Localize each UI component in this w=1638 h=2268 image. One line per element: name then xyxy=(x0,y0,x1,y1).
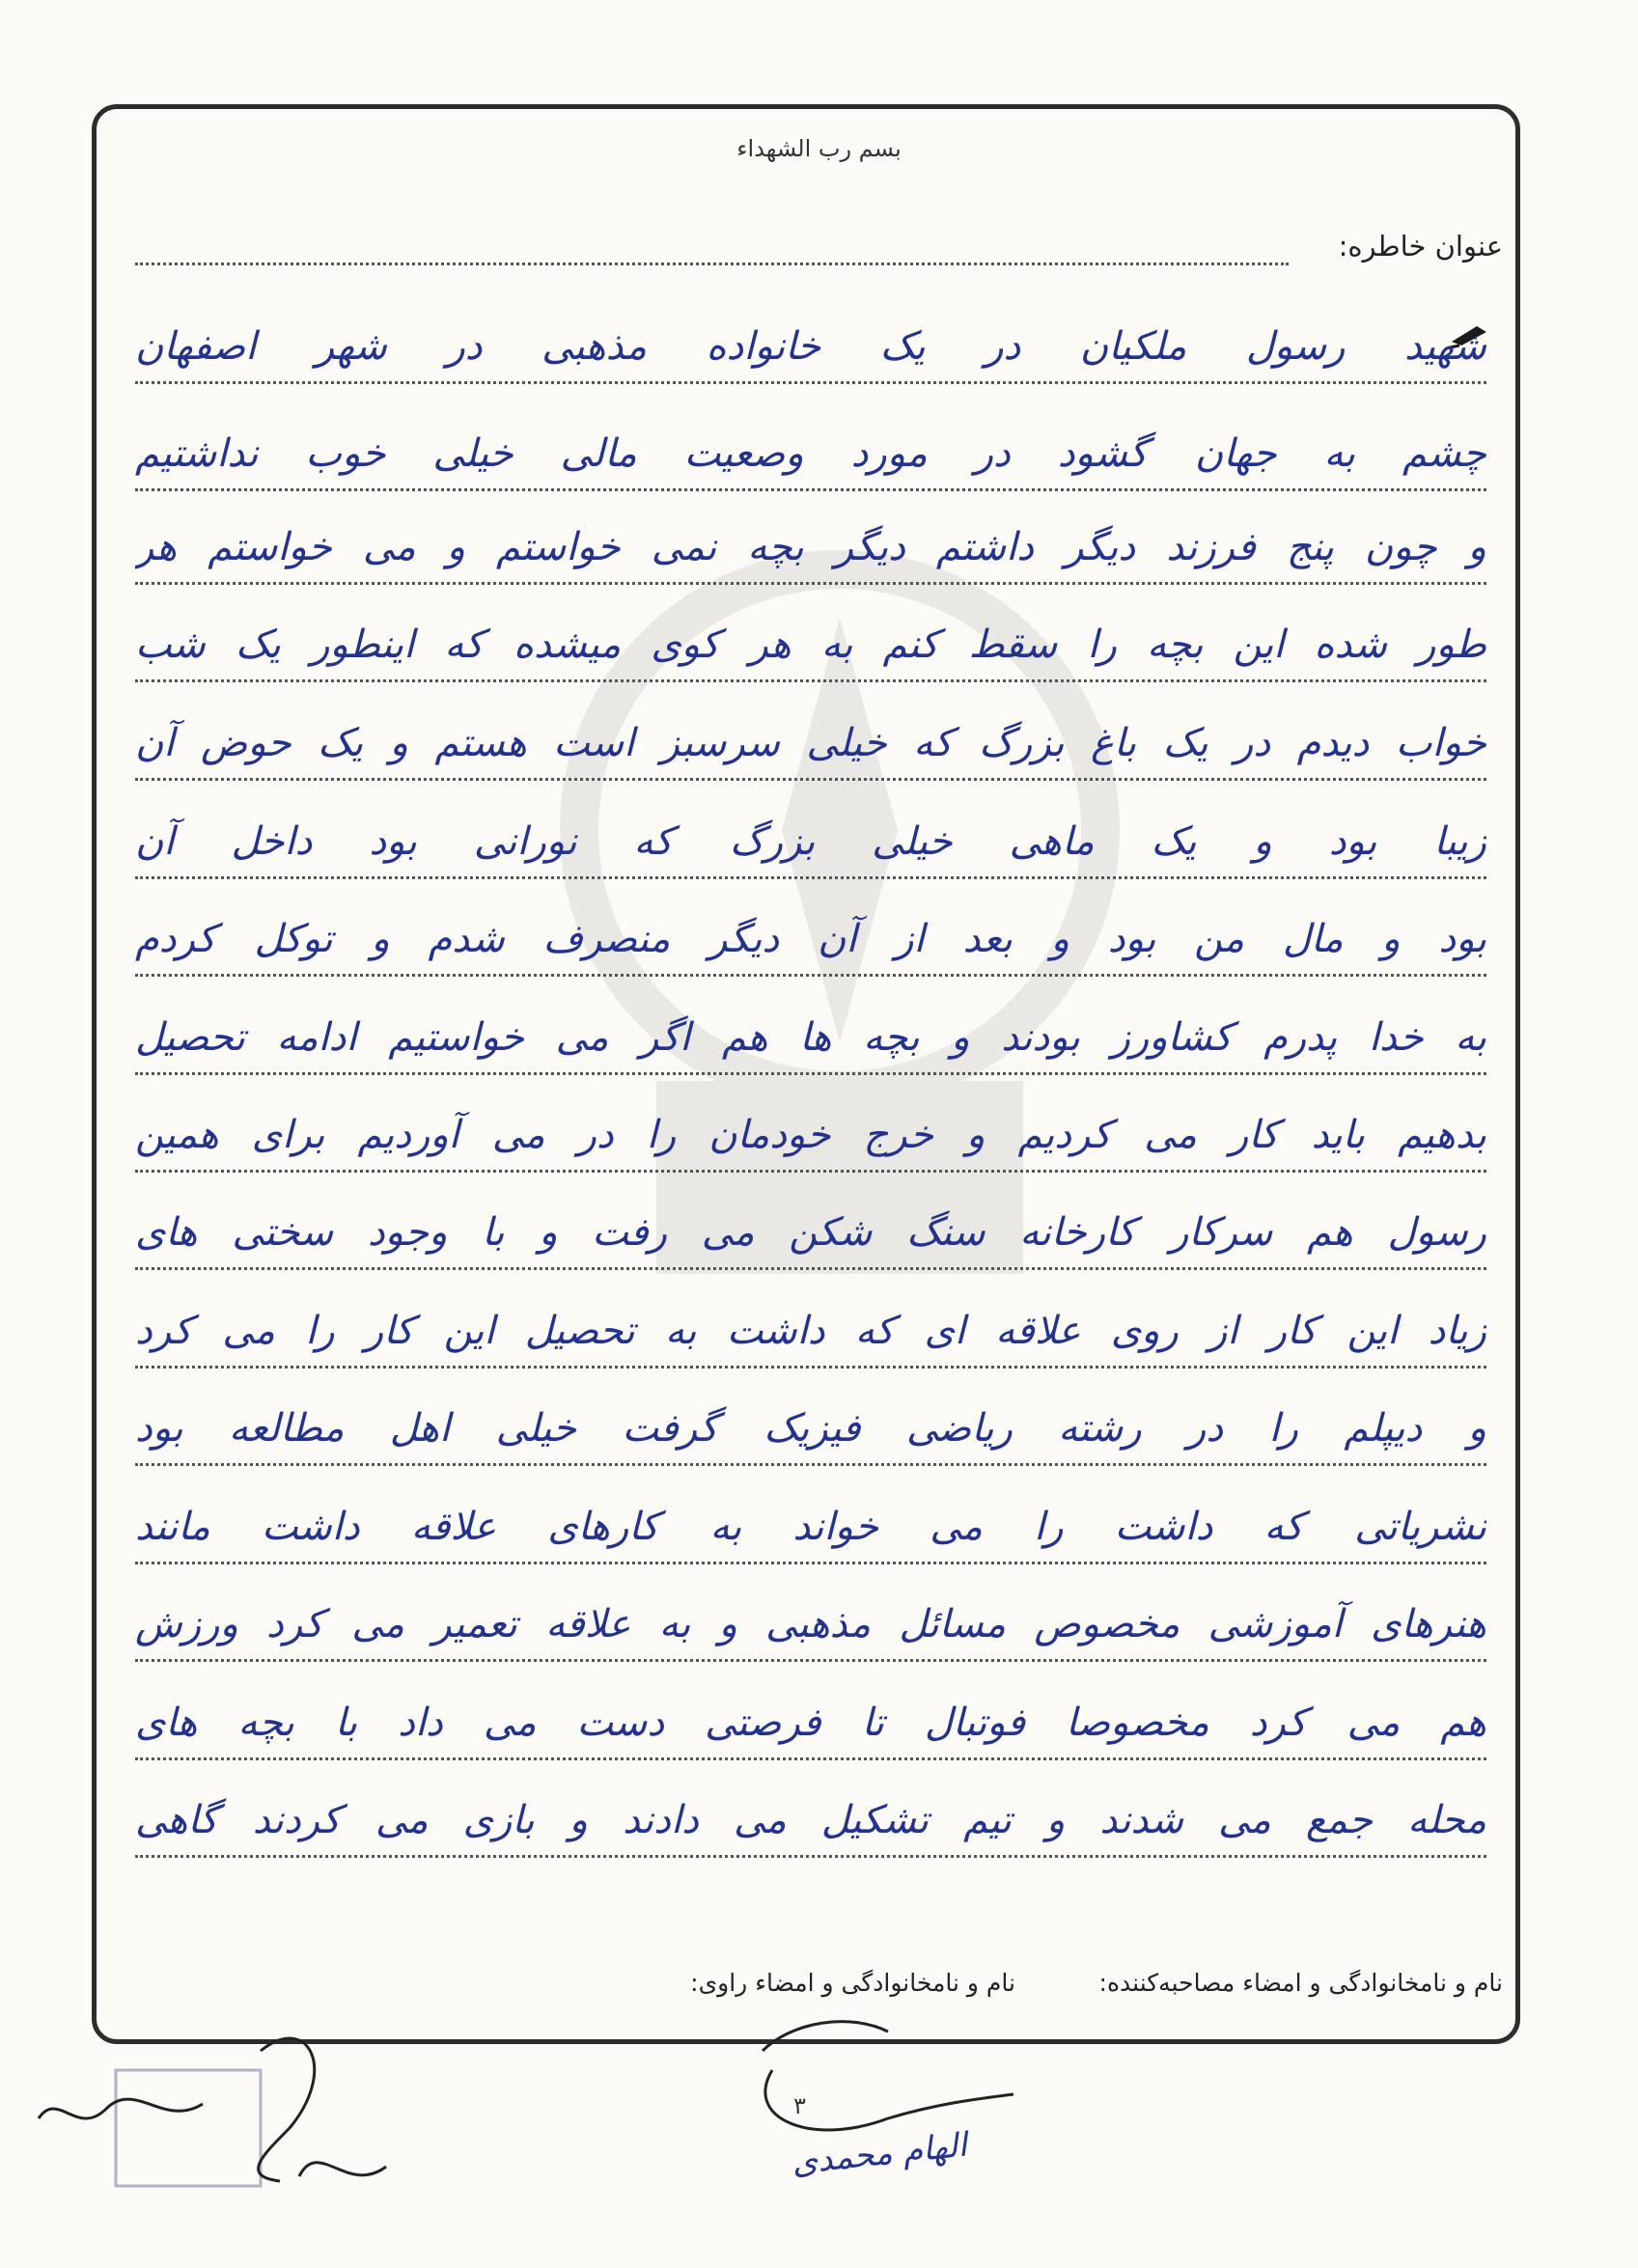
page-header-title: بسم رب الشهداء xyxy=(736,135,902,162)
handwritten-line-6 xyxy=(135,780,1486,879)
handwritten-line-16 xyxy=(135,1758,1486,1858)
handwritten-text: نشریاتی که داشت را می خواند به کارهای علاقه داشت مانند xyxy=(135,1505,1486,1549)
memory-title-label: عنوان خاطره: xyxy=(1338,230,1503,263)
handwritten-line-2 xyxy=(135,392,1486,491)
handwritten-text: طور شده این بچه را سقط کنم به هر کوی میشده که اینطور یک شب xyxy=(135,622,1486,667)
handwritten-line-7 xyxy=(135,877,1486,977)
narrator-signature-label: نام و نامخانوادگی و امضاء راوی: xyxy=(690,1969,1015,1997)
handwritten-text: هنرهای آموزشی مخصوص مسائل مذهبی و به علاقه تعمیر می کرد ورزش xyxy=(135,1602,1486,1646)
interviewer-handwritten-name: الهام محمدی xyxy=(790,2125,969,2183)
handwritten-text: زیاد این کار از روی علاقه ای که داشت به تحصیل این کار را می کرد xyxy=(135,1309,1486,1353)
handwritten-text: و دیپلم را در رشته ریاضی فیزیک گرفت خیلی اهل مطالعه بود xyxy=(135,1406,1486,1451)
handwritten-line-13 xyxy=(135,1465,1486,1564)
handwritten-line-3 xyxy=(135,485,1486,585)
handwritten-line-11 xyxy=(135,1269,1486,1369)
handwritten-line-4 xyxy=(135,583,1486,682)
handwritten-line-5 xyxy=(135,681,1486,781)
handwritten-line-8 xyxy=(135,976,1486,1075)
handwritten-text: زیبا بود و یک ماهی خیلی بزرگ که نورانی بود داخل آن xyxy=(135,819,1486,864)
handwritten-text: و چون پنج فرزند دیگر داشتم دیگر بچه نمی خواستم و می خواستم هر xyxy=(135,525,1486,569)
handwritten-text: خواب دیدم در یک باغ بزرگ که خیلی سرسبز است هستم و یک حوض آن xyxy=(135,721,1486,765)
handwritten-line-1 xyxy=(135,285,1486,384)
handwritten-text: بدهیم باید کار می کردیم و خرج خودمان را در می آوردیم برای همین xyxy=(135,1113,1486,1157)
handwritten-line-15 xyxy=(135,1661,1486,1760)
narrator-signature xyxy=(19,2012,425,2205)
handwritten-line-14 xyxy=(135,1563,1486,1662)
memory-title-line xyxy=(135,263,1289,265)
interviewer-signature-label: نام و نامخانوادگی و امضاء مصاحبه‌کننده: xyxy=(1098,1969,1503,1997)
handwritten-text: رسول هم سرکار کارخانه سنگ شکن می رفت و با وجود سختی های xyxy=(135,1210,1486,1255)
handwritten-line-12 xyxy=(135,1367,1486,1466)
handwritten-line-10 xyxy=(135,1171,1486,1270)
handwritten-text: محله جمع می شدند و تیم تشکیل می دادند و بازی می کردند گاهی xyxy=(135,1798,1486,1842)
page-number: ۳ xyxy=(793,2092,806,2119)
handwritten-text: شهید رسول ملکیان در یک خانواده مذهبی در شهر اصفهان xyxy=(135,324,1486,369)
interviewer-signature xyxy=(734,2012,1023,2147)
handwritten-text: به خدا پدرم کشاورز بودند و بچه ها هم اگر می خواستیم ادامه تحصیل xyxy=(135,1015,1486,1060)
handwritten-text: هم می کرد مخصوصا فوتبال تا فرصتی دست می داد با بچه های xyxy=(135,1701,1486,1745)
handwritten-line-9 xyxy=(135,1073,1486,1173)
handwritten-text: چشم به جهان گشود در مورد وصعیت مالی خیلی خوب نداشتیم xyxy=(135,431,1486,476)
handwritten-text: بود و مال من بود و بعد از آن دیگر منصرف شدم و توکل کردم xyxy=(135,917,1486,961)
